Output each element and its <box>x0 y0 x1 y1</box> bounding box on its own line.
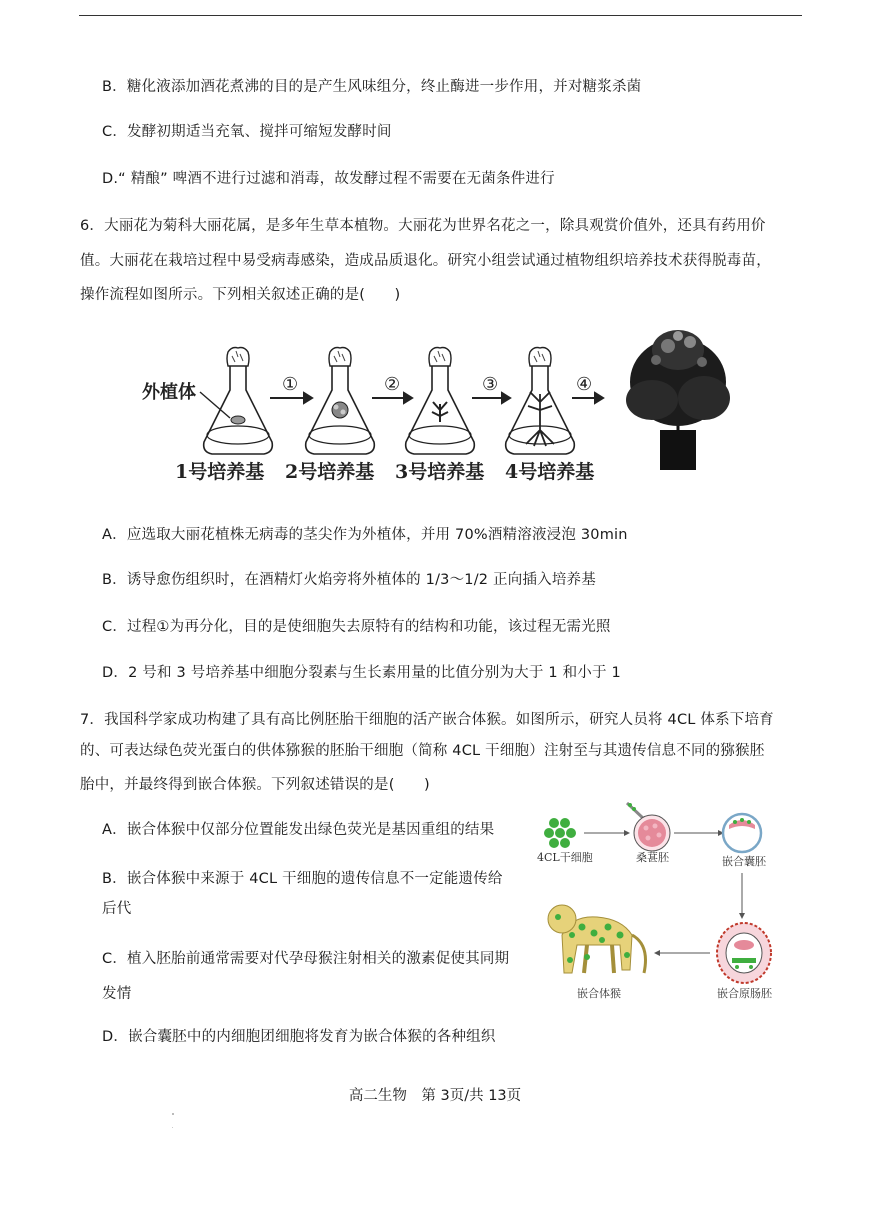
stem-cell-label: 4CL干细胞 <box>537 851 593 864</box>
step-3-marker: ③ <box>482 374 499 395</box>
q6-stem-line2: 值。大丽花在栽培过程中易受病毒感染，造成品质退化。研究小组尝试通过植物组织培养技术获得脱毒苗， <box>80 253 771 269</box>
gastrula <box>717 923 771 983</box>
q6-option-d: D．2 号和 3 号培养基中细胞分裂素与生长素用量的比值分别为大于 1 和小于 1 <box>102 665 621 681</box>
flask-medium-4 <box>506 348 575 455</box>
q5-option-b: B．糖化液添加酒花煮沸的目的是产生风味组分，终止酶进一步作用，并对糖浆杀菌 <box>102 79 642 95</box>
q7-stem-line2: 的、可表达绿色荧光蛋白的供体猕猴的胚胎干细胞（简称 4CL 干细胞）注射至与其遗传信息不同的猕猴胚 <box>80 743 765 759</box>
q7-option-d: D．嵌合囊胚中的内细胞团细胞将发育为嵌合体猴的各种组织 <box>102 1029 496 1045</box>
stem-cell-cluster <box>544 818 576 848</box>
blastocyst-label: 嵌合囊胚 <box>722 855 766 868</box>
step-4-marker: ④ <box>576 374 593 395</box>
q7-option-a: A．嵌合体猴中仅部分位置能发出绿色荧光是基因重组的结果 <box>102 822 495 838</box>
medium-2-label: 2号培养基 <box>285 461 375 483</box>
blastocyst <box>723 814 761 852</box>
explant-tissue <box>231 416 245 424</box>
flask-medium-3 <box>406 348 475 455</box>
step-2-marker: ② <box>384 374 401 395</box>
q6-stem-line1: 6．大丽花为菊科大丽花属，是多年生草本植物。大丽花为世界名花之一，除具观赏价值外，还具有药用价 <box>80 218 766 234</box>
page-footer: 高二生物 第 3页/共 13页 <box>348 1088 522 1104</box>
morula <box>627 803 670 851</box>
q6-stem-line3: 操作流程如图所示。下列相关叙述正确的是( ) <box>80 287 401 303</box>
q7-option-c-line1: C．植入胚胎前通常需要对代孕母猴注射相关的激素促使其同期 <box>102 951 510 967</box>
q7-stem-line1: 7．我国科学家成功构建了具有高比例胚胎干细胞的活产嵌合体猴。如图所示，研究人员将 4CL 体系下培育 <box>80 712 774 728</box>
monkey-label: 嵌合体猴 <box>577 987 621 1000</box>
flask-medium-1 <box>204 348 273 455</box>
q7-stem-line3: 胎中，并最终得到嵌合体猴。下列叙述错误的是( ) <box>80 777 430 793</box>
morula-label: 桑葚胚 <box>636 851 669 864</box>
scan-speck-2 <box>172 1127 173 1128</box>
q7-option-b-line2: 后代 <box>102 901 132 917</box>
q7-option-c-line2: 发情 <box>102 986 132 1002</box>
potted-dahlia-plant <box>626 330 730 470</box>
medium-3-label: 3号培养基 <box>395 461 485 483</box>
chimeric-monkey <box>548 905 646 973</box>
callus-tissue <box>332 402 348 418</box>
q7-option-b-line1: B．嵌合体猴中来源于 4CL 干细胞的遗传信息不一定能遗传给 <box>102 871 503 887</box>
gastrula-label: 嵌合原肠胚 <box>717 987 772 1000</box>
q5-option-d: D.“ 精酿” 啤酒不进行过滤和消毒，故发酵过程不需要在无菌条件进行 <box>102 171 555 187</box>
step-1-marker: ① <box>282 374 299 395</box>
medium-1-label: 1号培养基 <box>175 461 265 483</box>
flask-medium-2 <box>306 348 375 455</box>
q6-option-b: B．诱导愈伤组织时，在酒精灯火焰旁将外植体的 1/3～1/2 正向插入培养基 <box>102 572 596 588</box>
scan-speck <box>172 1113 174 1115</box>
explant-label: 外植体 <box>142 382 196 403</box>
q6-option-c: C．过程①为再分化，目的是使细胞失去原特有的结构和功能，该过程无需光照 <box>102 619 611 635</box>
medium-4-label: 4号培养基 <box>505 461 595 483</box>
tissue-culture-flow-figure <box>130 322 740 484</box>
q5-option-c: C．发酵初期适当充氧、搅拌可缩短发酵时间 <box>102 124 392 140</box>
chimeric-monkey-figure <box>532 795 802 1005</box>
q6-option-a: A．应选取大丽花植株无病毒的茎尖作为外植体，并用 70%酒精溶液浸泡 30min <box>102 527 628 543</box>
top-rule <box>79 15 802 16</box>
